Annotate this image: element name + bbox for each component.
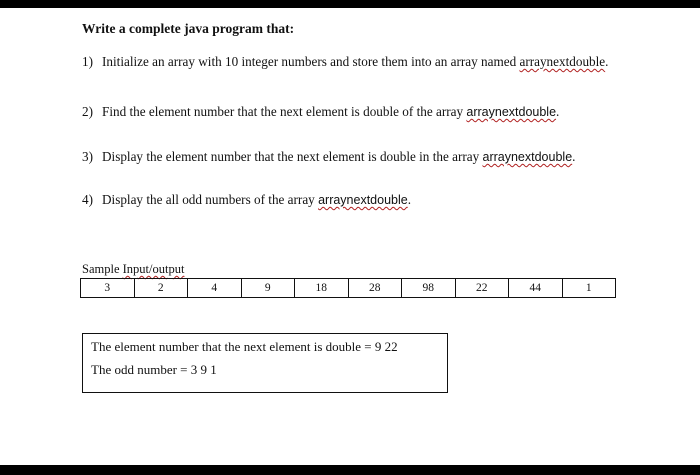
array-cell: 2: [134, 279, 188, 298]
array-cell: 18: [295, 279, 349, 298]
array-name: arraynextdouble: [318, 193, 408, 207]
sample-output-box: [82, 333, 448, 393]
output-line-odd: The odd number = 3 9 1: [91, 362, 217, 377]
item-text: Display the all odd numbers of the array: [102, 192, 319, 207]
array-name: arraynextdouble: [482, 150, 573, 164]
array-cell: 28: [348, 279, 402, 298]
document-heading: Write a complete java program that:: [82, 21, 295, 36]
item-text: Display the element number that the next element is double in the array: [102, 149, 483, 164]
instruction-item-2: 2) Find the element number that the next element is double of the array arraynextdouble.: [82, 104, 560, 119]
item-text: Initialize an array with 10 integer numbers and store them into an array named: [102, 54, 520, 69]
array-cell: 3: [81, 279, 135, 298]
array-cell: 4: [188, 279, 242, 298]
array-cell: 98: [402, 279, 456, 298]
output-line-double: The element number that the next element is double = 9 22: [91, 339, 398, 354]
array-name: arraynextdouble: [519, 54, 606, 69]
item-number: 1): [82, 54, 93, 69]
item-number: 2): [82, 104, 93, 119]
item-number: 4): [82, 192, 93, 207]
item-text: Find the element number that the next element is double of the array: [102, 104, 467, 119]
table-row: [81, 279, 616, 298]
instruction-item-1: 1) Initialize an array with 10 integer numbers and store them into an array named arraynextdouble.: [82, 54, 609, 69]
instruction-item-4: 4) Display the all odd numbers of the array arraynextdouble.: [82, 192, 412, 207]
array-cell: 1: [562, 279, 616, 298]
sample-array-table: [80, 278, 616, 298]
item-number: 3): [82, 149, 93, 164]
array-cell: 22: [455, 279, 509, 298]
array-name: arraynextdouble: [466, 105, 557, 119]
sample-label: Sample Input/output: [82, 262, 185, 276]
document-page: [0, 8, 700, 465]
instruction-item-3: 3) Display the element number that the next element is double in the array arraynextdouble.: [82, 149, 576, 164]
array-cell: 9: [241, 279, 295, 298]
array-cell: 44: [509, 279, 563, 298]
